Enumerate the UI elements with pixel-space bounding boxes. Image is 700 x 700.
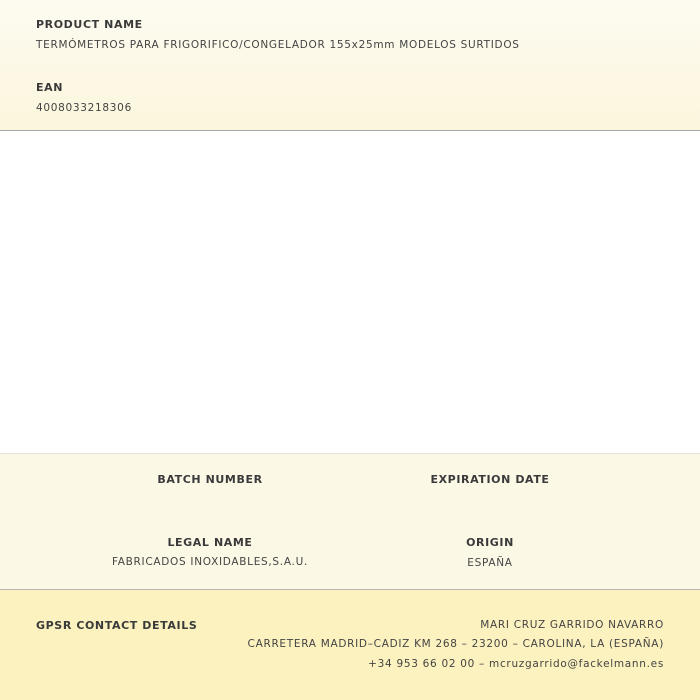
product-name-label: PRODUCT NAME <box>36 18 143 31</box>
blank-area <box>0 131 700 453</box>
legal-name-label: LEGAL NAME <box>167 536 253 549</box>
batch-number-label: BATCH NUMBER <box>157 473 263 486</box>
gpsr-contact-name: MARI CRUZ GARRIDO NAVARRO <box>480 619 664 631</box>
origin-label: ORIGIN <box>466 536 514 549</box>
gpsr-contact-section <box>0 590 700 700</box>
product-name-value: TERMÓMETROS PARA FRIGORIFICO/CONGELADOR 155x25mm MODELOS SURTIDOS <box>36 39 520 51</box>
product-info-section <box>0 0 700 131</box>
ean-label: EAN <box>36 81 64 94</box>
product-details-section <box>0 453 700 590</box>
gpsr-contact-phone-email: +34 953 66 02 00 – mcruzgarrido@fackelmann.es <box>368 658 664 670</box>
ean-value: 4008033218306 <box>36 102 132 114</box>
gpsr-contact-address: CARRETERA MADRID–CADIZ KM 268 – 23200 – CAROLINA, LA (ESPAÑA) <box>247 638 664 650</box>
origin-value: ESPAÑA <box>467 557 513 569</box>
legal-name-value: FABRICADOS INOXIDABLES,S.A.U. <box>112 556 308 568</box>
gpsr-contact-label: GPSR CONTACT DETAILS <box>36 619 198 632</box>
expiration-date-label: EXPIRATION DATE <box>430 473 550 486</box>
